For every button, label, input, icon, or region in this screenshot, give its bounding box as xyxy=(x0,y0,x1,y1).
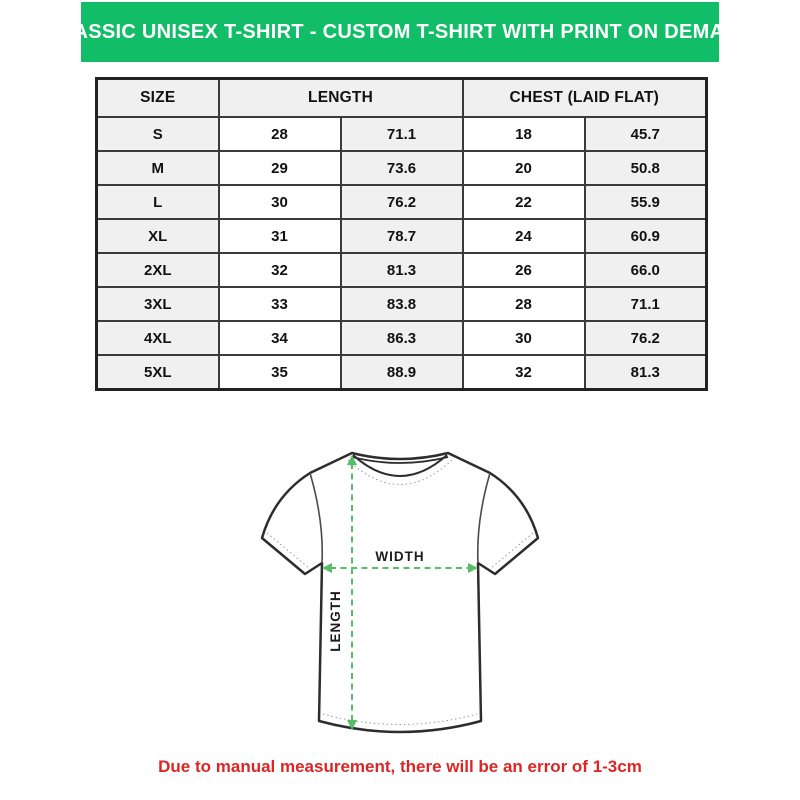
length_in-cell: 31 xyxy=(219,219,341,253)
chest_in-cell: 22 xyxy=(463,185,585,219)
chest_cm-cell: 45.7 xyxy=(585,117,707,151)
size-table-body xyxy=(97,117,707,390)
title-banner xyxy=(46,2,754,62)
width-label: WIDTH xyxy=(375,549,425,564)
table-row xyxy=(97,117,707,151)
header-chest: CHEST (LAID FLAT) xyxy=(463,79,707,118)
chest_cm-cell: 66.0 xyxy=(585,253,707,287)
table-row xyxy=(97,253,707,287)
table-row xyxy=(97,355,707,390)
length_cm-cell: 81.3 xyxy=(341,253,463,287)
chest_in-cell: 30 xyxy=(463,321,585,355)
size-cell: 3XL xyxy=(97,287,219,321)
table-row xyxy=(97,219,707,253)
table-row xyxy=(97,185,707,219)
length_in-cell: 35 xyxy=(219,355,341,390)
size-cell: XL xyxy=(97,219,219,253)
chest_cm-cell: 60.9 xyxy=(585,219,707,253)
length_cm-cell: 71.1 xyxy=(341,117,463,151)
length-label: LENGTH xyxy=(328,590,343,652)
length_cm-cell: 76.2 xyxy=(341,185,463,219)
size-table-header xyxy=(97,79,707,118)
measurement-note: Due to manual measurement, there will be an error of 1-3cm xyxy=(158,757,642,776)
length_cm-cell: 78.7 xyxy=(341,219,463,253)
header-length: LENGTH xyxy=(219,79,463,118)
table-row xyxy=(97,321,707,355)
length_in-cell: 29 xyxy=(219,151,341,185)
length_cm-cell: 88.9 xyxy=(341,355,463,390)
size-table xyxy=(95,77,708,391)
table-row xyxy=(97,151,707,185)
length_in-cell: 33 xyxy=(219,287,341,321)
length_cm-cell: 86.3 xyxy=(341,321,463,355)
length_in-cell: 28 xyxy=(219,117,341,151)
size-cell: 5XL xyxy=(97,355,219,390)
length_in-cell: 34 xyxy=(219,321,341,355)
size-cell: L xyxy=(97,185,219,219)
chest_in-cell: 18 xyxy=(463,117,585,151)
chest_in-cell: 20 xyxy=(463,151,585,185)
length_cm-cell: 83.8 xyxy=(341,287,463,321)
header-row xyxy=(97,79,707,118)
table-row xyxy=(97,287,707,321)
chest_in-cell: 32 xyxy=(463,355,585,390)
chest_cm-cell: 55.9 xyxy=(585,185,707,219)
length_cm-cell: 73.6 xyxy=(341,151,463,185)
size-cell: 4XL xyxy=(97,321,219,355)
tshirt-measurement-diagram xyxy=(245,443,555,745)
header-size: SIZE xyxy=(97,79,219,118)
size-cell: S xyxy=(97,117,219,151)
banner-title: CLASSIC UNISEX T-SHIRT - CUSTOM T-SHIRT WITH PRINT ON DEMAND xyxy=(46,20,754,43)
tshirt-outline xyxy=(262,453,538,732)
chest_cm-cell: 81.3 xyxy=(585,355,707,390)
size-cell: 2XL xyxy=(97,253,219,287)
chest_cm-cell: 76.2 xyxy=(585,321,707,355)
chest_cm-cell: 50.8 xyxy=(585,151,707,185)
chest_cm-cell: 71.1 xyxy=(585,287,707,321)
chest_in-cell: 28 xyxy=(463,287,585,321)
length_in-cell: 32 xyxy=(219,253,341,287)
chest_in-cell: 26 xyxy=(463,253,585,287)
size-cell: M xyxy=(97,151,219,185)
length_in-cell: 30 xyxy=(219,185,341,219)
chest_in-cell: 24 xyxy=(463,219,585,253)
